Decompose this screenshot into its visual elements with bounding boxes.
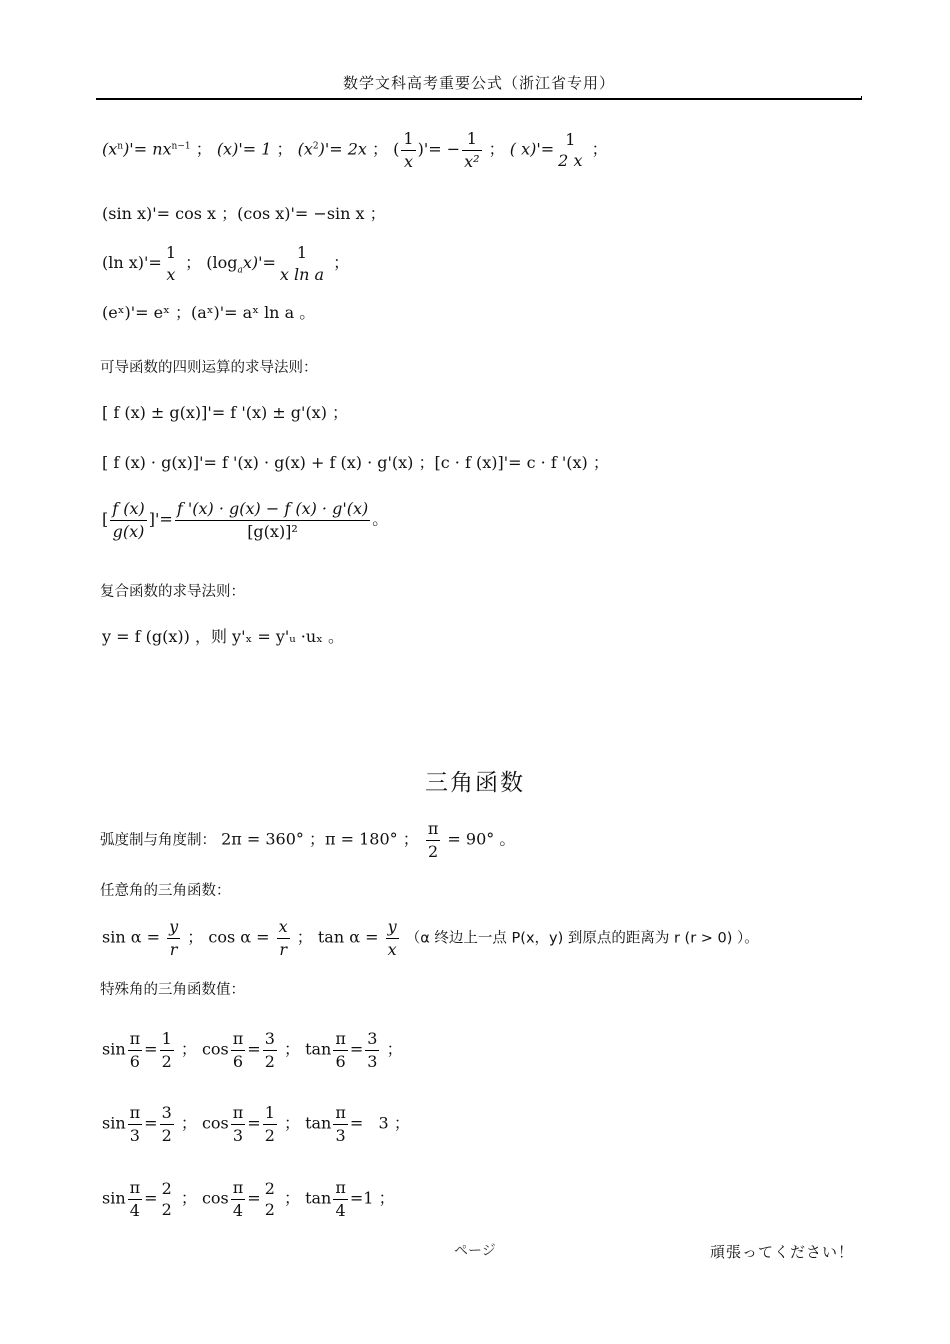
quotient-rhs-fraction: $\frac{f '(x) \cdot g(x) - f (x) \cdot g'(x)}{\text{[g(x)]²}}$ — [176, 499, 369, 541]
square-derivative-rhs: )'= 2x — [318, 139, 367, 159]
pi-over-two-fraction: $\frac{\pi}{2}$ — [427, 819, 439, 861]
power-rule-rhs: )'= nx — [123, 139, 172, 159]
composite-rule: y = f (g(x)) ，则 y'ₓ = y'ᵤ ·uₓ 。 — [102, 627, 344, 646]
cos-def-fraction: $\frac{x}{r}$ — [278, 917, 288, 959]
angle-fraction: $\frac{\pi}{3}$ — [129, 1103, 141, 1145]
derivative-log-line — [102, 244, 349, 283]
derivative-exp-line: (eˣ)'= eˣ ；(aˣ)'= aˣ ln a 。 — [102, 303, 316, 322]
angle-fraction: $\frac{\pi}{6}$ — [129, 1029, 141, 1071]
radian-label: 弧度制与角度制： — [100, 832, 216, 849]
sin-value-fraction: $\frac{3}{2}$ — [161, 1103, 172, 1145]
tan-def: tan α = — [317, 927, 379, 947]
separator: ； — [296, 927, 313, 947]
separator: ； — [185, 253, 202, 273]
sum-rule: [ f (x) ± g(x)]'= f '(x) ± g'(x) ； — [102, 403, 349, 422]
any-angle-definitions — [102, 918, 759, 958]
tan-value: 3 — [378, 1113, 389, 1133]
separator: ； — [276, 139, 293, 159]
header-rule-tick — [861, 96, 862, 100]
any-angle-label: 任意角的三角函数： — [100, 883, 231, 899]
derivative-power-line — [102, 130, 608, 170]
reciprocal-open: ( — [393, 139, 400, 159]
header-rule — [96, 98, 862, 100]
log-base: a — [237, 265, 243, 276]
angle-fraction: $\frac{\pi}{3}$ — [232, 1103, 244, 1145]
log-derivative: (log — [206, 253, 238, 273]
cos-def: cos α = — [208, 927, 270, 947]
identity-derivative: (x)'= 1 — [216, 139, 272, 159]
angle-fraction: $\frac{\pi}{3}$ — [335, 1103, 346, 1145]
angle-fraction: $\frac{\pi}{4}$ — [232, 1178, 244, 1220]
square-derivative-base: (x — [297, 139, 313, 159]
square-exp: 2 — [312, 141, 319, 152]
sin-def-fraction: $\frac{y}{r}$ — [169, 917, 179, 959]
separator: ； — [187, 927, 204, 947]
angle-fraction: $\frac{\pi}{4}$ — [335, 1178, 346, 1220]
footer-motto: 頑張ってください！ — [710, 1243, 855, 1261]
angle-fraction: $\frac{\pi}{6}$ — [232, 1029, 244, 1071]
sqrt-result-fraction: 1 2 x — [558, 129, 583, 171]
angle-fraction: $\frac{\pi}{4}$ — [129, 1178, 141, 1220]
radian-degree-line — [100, 820, 515, 860]
cos-value-fraction: $\frac{1}{2}$ — [264, 1103, 275, 1145]
quotient-lhs-fraction: $\frac{f (x)}{g(x)}$ — [112, 499, 145, 541]
page-header-title: 数学文科高考重要公式（浙江省专用） — [342, 74, 615, 92]
sin-value-fraction: $\frac{1}{2}$ — [161, 1029, 172, 1071]
sin-value-fraction: 2 2 — [161, 1178, 172, 1220]
tan-value-fraction: $\frac{3}{3}$ — [367, 1029, 378, 1071]
composite-label: 复合函数的求导法则： — [100, 584, 245, 600]
separator: ； — [333, 253, 350, 273]
separator: ； — [488, 139, 505, 159]
section-title: 三角函数 — [425, 770, 525, 796]
any-angle-note: （α 终边上一点 P(x，y) 到原点的距离为 r (r > 0) ）。 — [405, 930, 759, 947]
power-rule-rhs-exp: n−1 — [171, 141, 191, 152]
cos-value-fraction: $\frac{3}{2}$ — [264, 1029, 275, 1071]
sqrt-derivative: ( x)'= — [509, 139, 555, 159]
reciprocal-fraction: $\frac{1}{x}$ — [403, 129, 414, 171]
radian-equalities: 2π = 360° ；π = 180° ； — [221, 829, 419, 849]
power-rule-base: (x — [102, 139, 118, 159]
ln-result-fraction: 1 x — [165, 243, 177, 284]
special-row-pi-4: sin $\frac{\pi}{4}$ = 2 2 ； cos $\frac{\pi}{4}$ = 2 2 ； tan $\frac{\pi}{4}$ =1 ； — [102, 1178, 395, 1220]
sin-def: sin α = — [102, 927, 161, 947]
derivative-trig-line: (sin x)'= cos x ；(cos x)'= −sin x ； — [102, 204, 386, 223]
separator: ； — [195, 139, 212, 159]
product-rule: [ f (x) · g(x)]'= f '(x) · g(x) + f (x) · g'(x) ；[c · f (x)]'= c · f '(x) ； — [102, 453, 609, 472]
ninety-degrees: = 90° 。 — [447, 829, 516, 849]
rules-label: 可导函数的四则运算的求导法则： — [100, 360, 318, 376]
reciprocal-rhs: )'= − — [417, 139, 461, 159]
special-angles-label: 特殊角的三角函数值： — [100, 982, 245, 998]
log-result-fraction: 1 x ln a — [279, 243, 325, 284]
log-derivative-rhs: x)'= — [242, 253, 276, 273]
tan-def-fraction: $\frac{y}{x}$ — [387, 917, 397, 959]
separator: ； — [591, 139, 608, 159]
power-rule-exp: n — [117, 141, 124, 152]
separator: ； — [372, 139, 389, 159]
cos-value-fraction: 2 2 — [264, 1178, 275, 1220]
tan-value: 1 — [363, 1188, 374, 1208]
reciprocal-result-fraction: $\frac{1}{\text{x²}}$ — [464, 129, 480, 171]
quotient-rule: [ $\frac{f (x)}{g(x)}$ ]'= $\frac{f '(x) \cdot g(x) - f (x) \cdot g'(x)}{\text{[g(x)]²}}$ 。 — [102, 499, 389, 541]
special-row-pi-3: sin $\frac{\pi}{3}$ = $\frac{3}{2}$ ； cos $\frac{\pi}{3}$ = $\frac{1}{2}$ ； tan $\frac{\pi}{3}$ = 3 ； — [102, 1103, 410, 1145]
ln-derivative: (ln x)'= — [102, 253, 162, 273]
special-row-pi-6: sin $\frac{\pi}{6}$ = $\frac{1}{2}$ ； cos $\frac{\pi}{6}$ = $\frac{3}{2}$ ； tan $\frac{\pi}{6}$ = $\frac{3}{3}$ ； — [102, 1029, 403, 1071]
angle-fraction: $\frac{\pi}{6}$ — [335, 1029, 346, 1071]
footer-page-label: ページ — [454, 1243, 496, 1259]
